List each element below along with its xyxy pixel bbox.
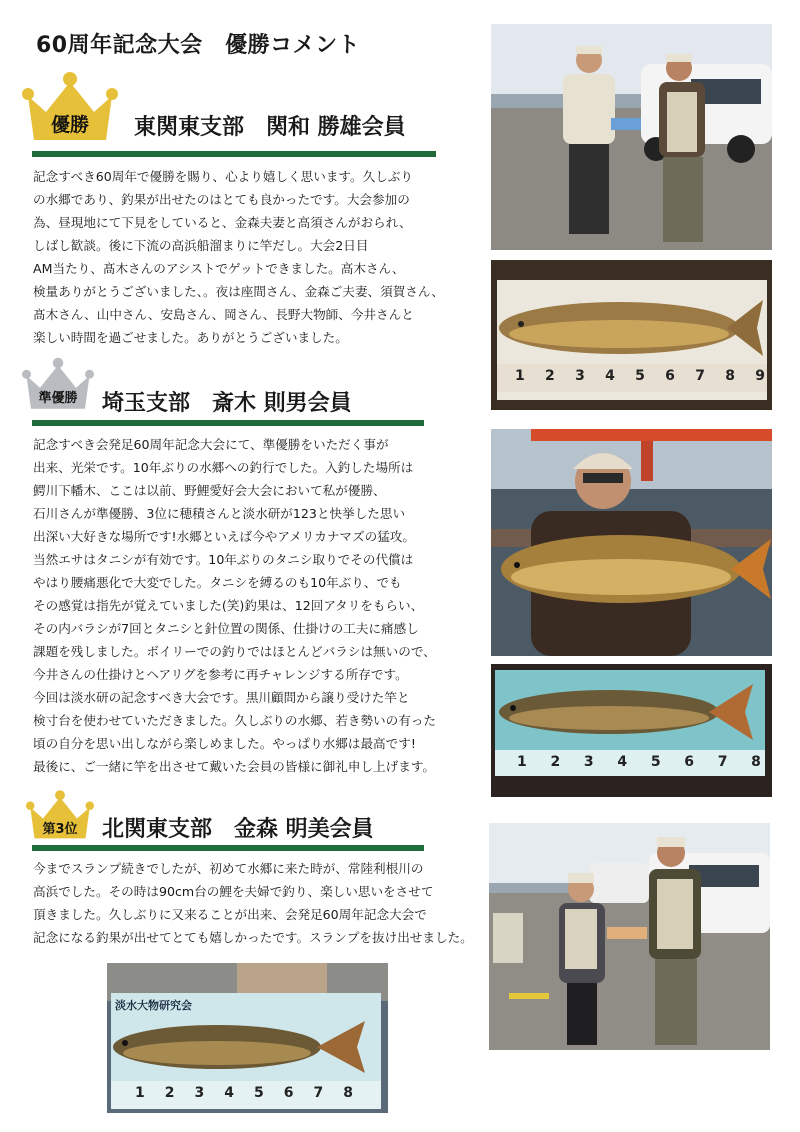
bronze-crown-icon xyxy=(26,788,94,842)
silver-crown-icon xyxy=(22,356,94,412)
section-divider xyxy=(32,420,424,426)
award-ceremony-photo xyxy=(491,24,772,250)
ruler-scale: 1 2 3 4 5 6 7 8 9 xyxy=(515,368,765,384)
winner-name: 北関東支部 金森 明美会員 xyxy=(102,817,374,842)
rank-label: 優勝 xyxy=(50,114,89,136)
ruler-scale: 1 2 3 4 5 6 7 8 xyxy=(135,1085,353,1101)
carp-board-logo-photo xyxy=(107,963,388,1113)
rank-label: 第3位 xyxy=(42,822,78,837)
board-logo: 淡水大物研究会 xyxy=(115,999,192,1012)
section-divider xyxy=(32,845,424,851)
third-place-award-photo xyxy=(489,823,770,1050)
carp-blue-board-photo xyxy=(491,664,772,797)
rank-label: 準優勝 xyxy=(38,391,78,406)
comment-text: 記念すべき60周年で優勝を賜り、心より嬉しく思います。久しぶり の水郷であり、釣果が出せたのはとても良かったです。大会参加の 為、昼現地にて下見をしていると、金森夫妻と高須さんがおられ、 しばし歓談。後に下流の高浜船溜まりに竿だし。大会2日目 AM当たり、髙木さんのアシストでゲットできました。高木さん、 検量ありがとうございました、。夜は座間さん、金森ご夫妻、須賀さん、 髙木さん、山中さん、安島さん、岡さん、長野大物師、今井さんと 楽しい時間を過ごせました。ありがとうございました。 xyxy=(33,169,444,345)
gold-crown-icon xyxy=(22,70,118,144)
comment-text: 記念すべき会発足60周年記念大会にて、準優勝をいただく事が 出来、光栄です。10年ぶりの水郷への釣行でした。入釣した場所は 鰐川下幡木、ここは以前、野鯉愛好会大会において私が優勝、 石川さんが準優勝、3位に穂積さんと淡水研が123と快挙した思い 出深い大好きな場所です!水郷といえば今やアメリカナマズの猛攻。 当然エサはタニシが有効です。10年ぶりのタニシ取りでその代償は やはり腰痛悪化で大変でした。タニシを縛るのも10年ぶり、でも その感覚は指先が覚えていました(笑)釣果は、12回アタリをもらい、 その内バラシが7回とタニシと針位置の関係、仕掛けの工夫に痛感し 課題を残しました。ボイリーでの釣りではほとんどバラシは無いので、 今井さんの仕掛けとヘアリグを参考に再チャレンジする所存です。 今回は淡水研の記念すべき大会です。黒川顧問から譲り受けた竿と 検寸台を使わせていただきました。久しぶりの水郷、若き勢いの有った 頃の自分を思い出しながら楽しめました。やっぱり水郷は最高です! 最後に、ご一緒に竿を出させて戴いた会員の皆様に御礼申し上げます。 xyxy=(33,437,436,774)
fish-measurement-photo xyxy=(491,260,772,410)
winner-name: 埼玉支部 斎木 則男会員 xyxy=(102,391,352,416)
comment-text: 今までスランプ続きでしたが、初めて水郷に来た時が、常陸利根川の 高浜でした。その時は90cm台の鯉を夫婦で釣り、楽しい思いをさせて 頂きました。久しぶりに又来ることが出来、会発足60周年記念大会で 記念になる釣果が出せてとても嬉しかったです。スランプを抜け出せました。 xyxy=(33,861,473,945)
section-divider xyxy=(32,151,436,157)
page-title: 60周年記念大会 優勝コメント xyxy=(36,33,361,58)
winner-name: 東関東支部 関和 勝雄会員 xyxy=(134,115,406,140)
ruler-scale: 1 2 3 4 5 6 7 8 xyxy=(517,754,761,770)
angler-holding-carp-photo xyxy=(491,429,772,656)
